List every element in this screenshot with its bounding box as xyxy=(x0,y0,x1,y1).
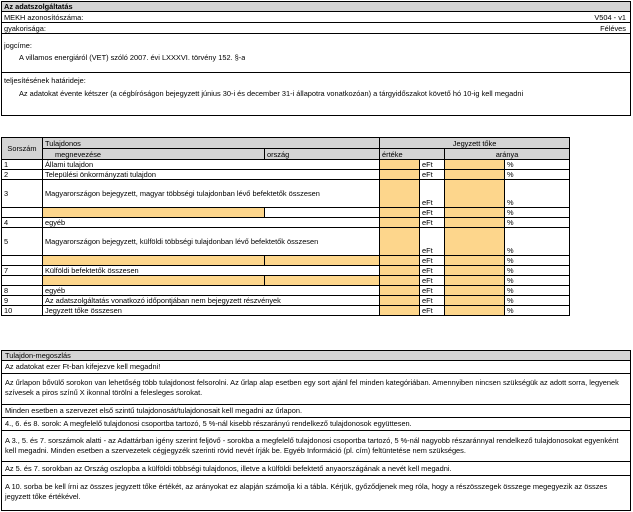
row-label: Állami tulajdon xyxy=(43,160,380,170)
row-label: Magyarországon bejegyzett, külföldi többségi tulajdonban lévő befektetők összesen xyxy=(43,228,380,256)
country-cell xyxy=(265,208,380,218)
header-megnevezese: megnevezése xyxy=(43,149,265,160)
row-number-empty xyxy=(2,276,43,286)
unit-eft: eFt xyxy=(420,218,445,228)
mekh-label: MEKH azonosítószáma: xyxy=(4,13,84,22)
row-label: Külföldi befektetők összesen xyxy=(43,266,380,276)
note-item: Az 5. és 7. sorokban az Ország oszlopba a külföldi többségi tulajdonos, illetve a külföldi befektető anyaországának a nevét kell megadni. xyxy=(1,462,631,476)
unit-eft: eFt xyxy=(420,306,445,316)
unit-percent: % xyxy=(505,256,570,266)
unit-percent: % xyxy=(505,286,570,296)
owner-name-input[interactable] xyxy=(43,276,265,286)
value-input[interactable] xyxy=(380,256,420,266)
table-row xyxy=(2,286,570,296)
unit-percent: % xyxy=(505,170,570,180)
ratio-cell xyxy=(445,306,505,316)
ratio-cell xyxy=(445,170,505,180)
owner-name-input[interactable] xyxy=(43,208,265,218)
header-erteke: értéke xyxy=(380,149,445,160)
value-input[interactable] xyxy=(380,170,420,180)
note-item: Az adatokat ezer Ft-ban kifejezve kell megadni! xyxy=(1,361,631,374)
value-input[interactable] xyxy=(380,208,420,218)
row-number: 7 xyxy=(2,266,43,276)
value-input[interactable] xyxy=(380,228,420,256)
unit-eft: eFt xyxy=(420,160,445,170)
unit-eft: eFt xyxy=(420,296,445,306)
unit-eft: eFt xyxy=(420,276,445,286)
unit-percent: % xyxy=(505,208,570,218)
value-input[interactable] xyxy=(380,296,420,306)
header-tulajdonos: Tulajdonos xyxy=(43,138,380,149)
note-item: Az űrlapon bővülő sorokon van lehetőség több tulajdonost felsorolni. Az űrlap alap esetben egy sort ajánl fel minden kategóriában. Amennyiben nincsen szükségük az adott sorra, legyenek szívesek a piros színű X ikonnal törölni a felesleges sorokat. xyxy=(1,374,631,405)
row-number: 3 xyxy=(2,180,43,208)
table-row xyxy=(2,228,570,256)
table-row xyxy=(2,306,570,316)
ratio-cell xyxy=(445,208,505,218)
note-item: A 3., 5. és 7. sorszámok alatti - az Adattárban igény szerint feljövő - sorokba a megfelelő tulajdonosi csoportba tartozó, 5 %-nál nagyobb részaránnyal rendelkező tulajdonosokat egyenként kell megadni. Minden esetben a szervezetek cégjegyzék szerinti rövid nevét írják be. Egyéb Információ (pl. cím) feltüntetése nem szükséges. xyxy=(1,431,631,462)
mekh-row xyxy=(2,12,630,23)
unit-eft: eFt xyxy=(420,286,445,296)
unit-eft: eFt xyxy=(420,180,445,208)
header-orszag: ország xyxy=(265,149,380,160)
unit-percent: % xyxy=(505,218,570,228)
row-label: Települési önkormányzati tulajdon xyxy=(43,170,380,180)
deadline-row xyxy=(2,72,630,112)
row-number: 2 xyxy=(2,170,43,180)
row-label: egyéb xyxy=(43,218,380,228)
row-number-empty xyxy=(2,208,43,218)
ratio-cell xyxy=(445,218,505,228)
table-row xyxy=(2,160,570,170)
value-input[interactable] xyxy=(380,266,420,276)
note-item: Minden esetben a szervezet első szintű tulajdonosát/tulajdonosait kell megadni az űrlapon. xyxy=(1,405,631,418)
unit-eft: eFt xyxy=(420,208,445,218)
table-row xyxy=(2,208,570,218)
frequency-label: gyakorisága: xyxy=(4,24,46,33)
value-input[interactable] xyxy=(380,276,420,286)
unit-percent: % xyxy=(505,160,570,170)
row-number: 1 xyxy=(2,160,43,170)
row-label: Jegyzett tőke összesen xyxy=(43,306,380,316)
row-label: Az adatszolgáltatás vonatkozó időpontjában nem bejegyzett részvények xyxy=(43,296,380,306)
header-aranya: aránya xyxy=(445,149,570,160)
value-input[interactable] xyxy=(380,180,420,208)
table-row xyxy=(2,296,570,306)
frequency-row xyxy=(2,23,630,34)
ratio-cell xyxy=(445,180,505,208)
country-input[interactable] xyxy=(265,276,380,286)
row-number: 5 xyxy=(2,228,43,256)
unit-eft: eFt xyxy=(420,266,445,276)
row-number-empty xyxy=(2,256,43,266)
table-row xyxy=(2,276,570,286)
row-label: Magyarországon bejegyzett, magyar többségi tulajdonban lévő befektetők összesen xyxy=(43,180,380,208)
unit-percent: % xyxy=(505,266,570,276)
unit-percent: % xyxy=(505,180,570,208)
header-title: Az adatszolgáltatás xyxy=(2,2,630,12)
country-input[interactable] xyxy=(265,256,380,266)
legal-label: jogcíme: xyxy=(4,41,32,50)
value-input[interactable] xyxy=(380,160,420,170)
note-item: A 10. sorba be kell írni az összes jegyzett tőke értékét, az arányokat ez alapján számolja ki a tábla. Kérjük, győződjenek meg róla, hogy a részösszegek összege megegyezik az összes jegyzett tőke értékével. xyxy=(1,476,631,511)
ratio-cell xyxy=(445,256,505,266)
unit-percent: % xyxy=(505,296,570,306)
ratio-cell xyxy=(445,276,505,286)
legal-value: A villamos energiáról (VET) szóló 2007. évi LXXXVI. törvény 152. §-a xyxy=(19,53,246,62)
ratio-cell xyxy=(445,160,505,170)
mekh-value: V504 - v1 xyxy=(594,13,626,22)
row-number: 4 xyxy=(2,218,43,228)
ratio-cell xyxy=(445,266,505,276)
header-jegyzett-toke: Jegyzett tőke xyxy=(380,138,570,149)
ratio-cell xyxy=(445,296,505,306)
row-number: 10 xyxy=(2,306,43,316)
value-input[interactable] xyxy=(380,218,420,228)
ratio-cell xyxy=(445,286,505,296)
table-row xyxy=(2,218,570,228)
table-row xyxy=(2,170,570,180)
note-item: 4., 6. és 8. sorok: A megfelelő tulajdonosi csoportba tartozó, 5 %-nál kisebb részarányú rendelkező tulajdonosok együttesen. xyxy=(1,418,631,431)
frequency-value: Féléves xyxy=(600,24,626,33)
legal-basis-row xyxy=(2,34,630,70)
value-input[interactable] xyxy=(380,286,420,296)
deadline-label: teljesítésének határideje: xyxy=(4,76,86,85)
unit-eft: eFt xyxy=(420,228,445,256)
row-label: egyéb xyxy=(43,286,380,296)
unit-eft: eFt xyxy=(420,256,445,266)
notes-title: Tulajdon-megoszlás xyxy=(1,350,631,361)
table-row xyxy=(2,266,570,276)
table-row xyxy=(2,180,570,208)
unit-eft: eFt xyxy=(420,170,445,180)
ratio-cell xyxy=(445,228,505,256)
table-row xyxy=(2,256,570,266)
unit-percent: % xyxy=(505,306,570,316)
unit-percent: % xyxy=(505,276,570,286)
owner-name-input[interactable] xyxy=(43,256,265,266)
deadline-value: Az adatokat évente kétszer (a cégbíróságon bejegyzett június 30-i és december 31-i állapotra vonatkozóan) a tárgyidőszakot követő hó 10-ig kell megadni xyxy=(19,89,524,98)
header-sorszam: Sorszám xyxy=(2,138,43,160)
row-number: 8 xyxy=(2,286,43,296)
value-input[interactable] xyxy=(380,306,420,316)
unit-percent: % xyxy=(505,228,570,256)
row-number: 9 xyxy=(2,296,43,306)
ownership-table xyxy=(1,137,570,316)
